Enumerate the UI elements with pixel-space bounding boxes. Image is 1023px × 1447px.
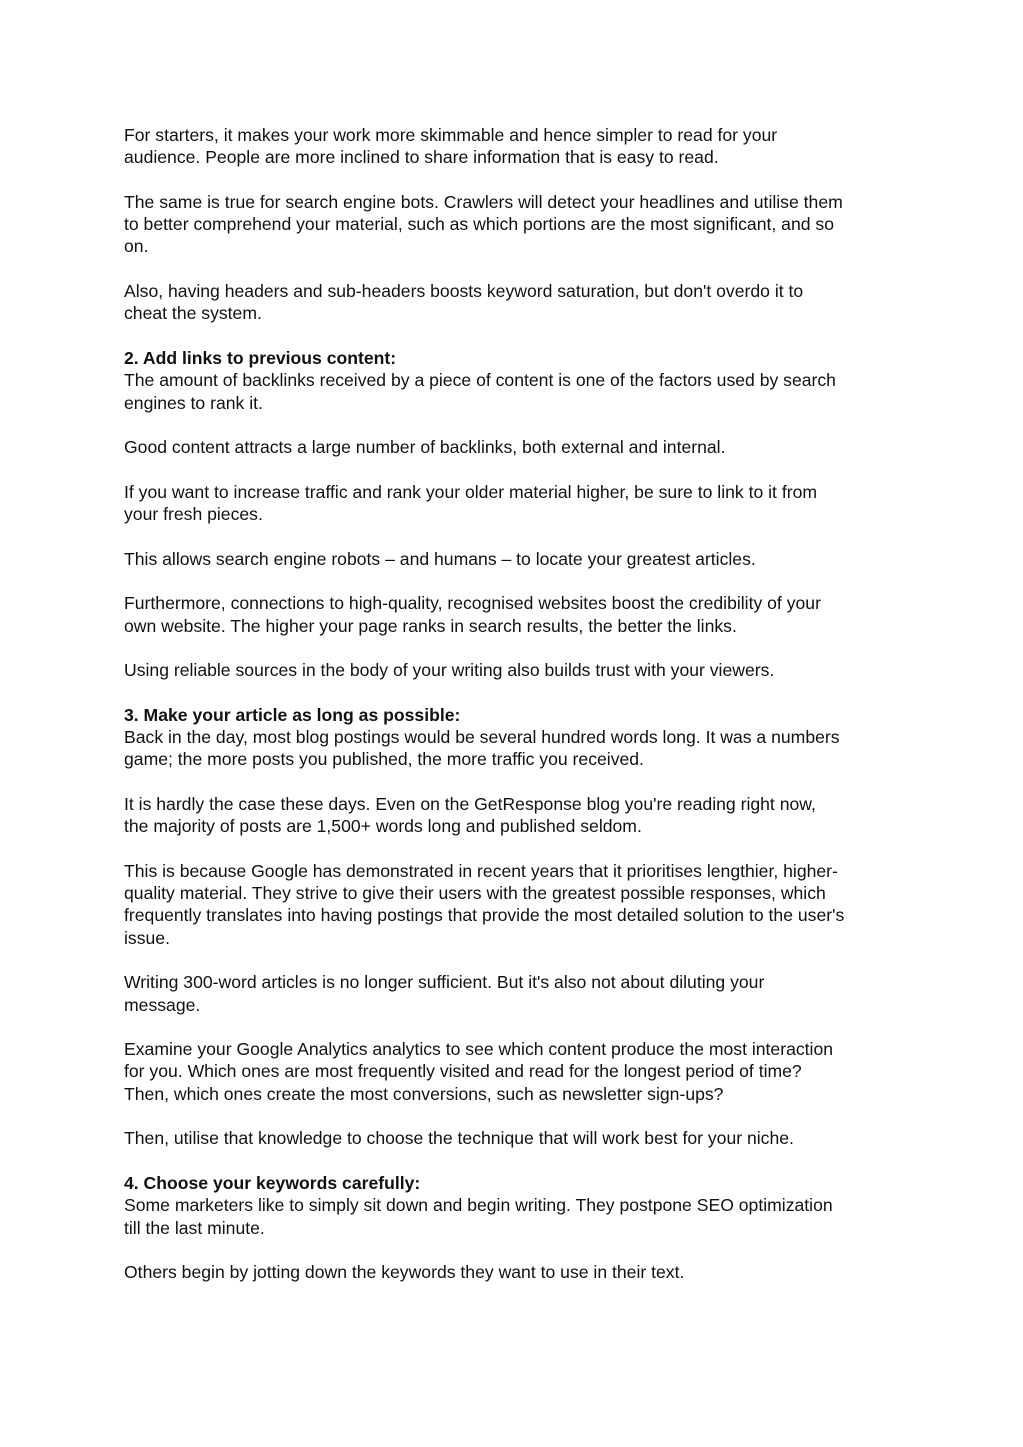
section-paragraph: Furthermore, connections to high-quality, recognised websites boost the credibility of your own website. The higher your page ranks in search results, the better the links. (124, 593, 821, 636)
section-heading: 2. Add links to previous content: (124, 347, 397, 368)
section-paragraph: Good content attracts a large number of backlinks, both external and internal. (124, 437, 726, 458)
section-heading: 3. Make your article as long as possible: (124, 704, 461, 725)
intro-paragraph-2: The same is true for search engine bots. Crawlers will detect your headlines and utilise them to better comprehend your material, such as which portions are the most significant, and so on. (124, 191, 843, 257)
document-page (124, 124, 914, 1306)
section-paragraph: Writing 300-word articles is no longer sufficient. But it's also not about diluting your message. (124, 972, 765, 1015)
section-paragraph: Others begin by jotting down the keywords they want to use in their text. (124, 1262, 685, 1283)
section-paragraph: Some marketers like to simply sit down and begin writing. They postpone SEO optimization till the last minute. (124, 1195, 833, 1238)
section-keywords (124, 1172, 914, 1283)
intro-section (124, 124, 914, 325)
section-article-length (124, 704, 914, 1150)
section-paragraph: It is hardly the case these days. Even on the GetResponse blog you're reading right now, the majority of posts are 1,500+ words long and published seldom. (124, 793, 816, 837)
section-heading: 4. Choose your keywords carefully: (124, 1172, 421, 1193)
section-paragraph: Back in the day, most blog postings would be several hundred words long. It was a numbers game; the more posts you published, the more traffic you received. (124, 727, 840, 770)
section-paragraph: This is because Google has demonstrated in recent years that it prioritises lengthier, higher- quality material. They strive to give their users with the greatest possible responses, which frequently translates into having postings that provide the most detailed solution to the user's issue. (124, 860, 845, 948)
section-add-links (124, 347, 914, 681)
section-paragraph: Then, utilise that knowledge to choose the technique that will work best for your niche. (124, 1128, 794, 1149)
section-paragraph: Using reliable sources in the body of your writing also builds trust with your viewers. (124, 660, 775, 681)
section-paragraph: Examine your Google Analytics analytics to see which content produce the most interaction for you. Which ones are most frequently visited and read for the longest period of time? Then, which ones create the most conversions, such as newsletter sign-ups? (124, 1039, 834, 1104)
intro-paragraph-1: For starters, it makes your work more skimmable and hence simpler to read for your audience. People are more inclined to share information that is easy to read. (124, 125, 778, 168)
section-paragraph: This allows search engine robots – and humans – to locate your greatest articles. (124, 548, 756, 569)
intro-paragraph-3: Also, having headers and sub-headers boosts keyword saturation, but don't overdo it to cheat the system. (124, 281, 804, 324)
section-paragraph: If you want to increase traffic and rank your older material higher, be sure to link to it from your fresh pieces. (124, 481, 818, 525)
section-paragraph: The amount of backlinks received by a piece of content is one of the factors used by search engines to rank it. (124, 370, 836, 413)
